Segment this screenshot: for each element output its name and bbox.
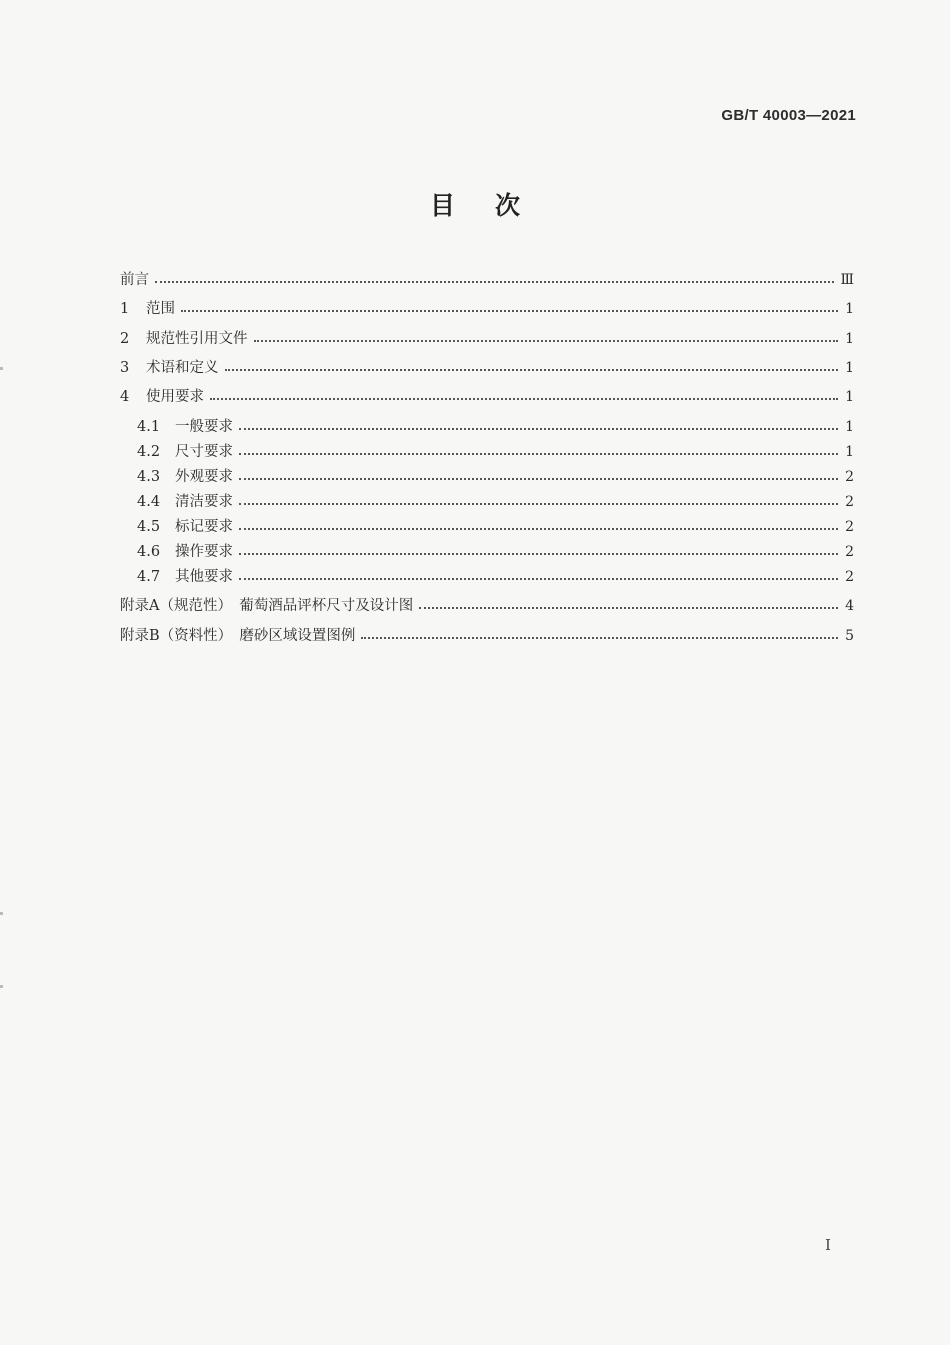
toc-entry-page: 2 bbox=[845, 544, 854, 560]
leader-dots bbox=[239, 578, 838, 580]
toc-entry-number: 4 bbox=[120, 389, 130, 405]
toc-entry-page: 1 bbox=[845, 360, 854, 376]
toc-entry-number: 4.1 bbox=[137, 419, 161, 435]
toc-entry-annex-b[interactable] bbox=[120, 625, 854, 647]
scan-mark bbox=[0, 985, 3, 988]
toc-entry-4-5[interactable] bbox=[137, 516, 854, 538]
page-number: I bbox=[825, 1236, 831, 1254]
toc-entry-label: 标记要求 bbox=[175, 519, 233, 535]
toc-entry-number: 4.5 bbox=[137, 519, 161, 535]
toc-entry-4-4[interactable] bbox=[137, 491, 854, 513]
toc-entry-page: 4 bbox=[845, 598, 854, 614]
toc-entry-label: 附录A（规范性） 葡萄酒品评杯尺寸及设计图 bbox=[120, 598, 414, 614]
leader-dots bbox=[239, 453, 838, 455]
standard-number: GB/T 40003—2021 bbox=[721, 107, 856, 124]
toc-entry-page: 2 bbox=[845, 569, 854, 585]
toc-entry-4[interactable] bbox=[120, 386, 854, 408]
toc-entry-3[interactable] bbox=[120, 357, 854, 379]
page-title: 目次 bbox=[429, 191, 560, 220]
leader-dots bbox=[419, 607, 838, 609]
toc-entry-number: 4.6 bbox=[137, 544, 161, 560]
toc-entry-page: 2 bbox=[845, 494, 854, 510]
toc-entry-2[interactable] bbox=[120, 328, 854, 350]
toc-entry-label: 外观要求 bbox=[175, 469, 233, 485]
toc-entry-label: 术语和定义 bbox=[146, 360, 219, 376]
toc-entry-label: 附录B（资料性） 磨砂区域设置图例 bbox=[120, 628, 356, 644]
toc-entry-number: 4.4 bbox=[137, 494, 161, 510]
toc-entry-1[interactable] bbox=[120, 298, 854, 320]
leader-dots bbox=[239, 478, 838, 480]
scan-mark bbox=[0, 912, 3, 915]
toc-entry-page: Ⅲ bbox=[840, 272, 854, 288]
toc-entry-label: 范围 bbox=[146, 301, 175, 317]
toc-entry-page: 2 bbox=[845, 519, 854, 535]
toc-entry-label: 其他要求 bbox=[175, 569, 233, 585]
leader-dots bbox=[181, 310, 838, 312]
leader-dots bbox=[210, 398, 838, 400]
toc-entry-4-1[interactable] bbox=[137, 416, 854, 438]
toc-entry-page: 1 bbox=[845, 419, 854, 435]
toc-entry-number: 1 bbox=[120, 301, 130, 317]
leader-dots bbox=[239, 528, 838, 530]
toc-entry-label: 尺寸要求 bbox=[175, 444, 233, 460]
leader-dots bbox=[239, 503, 838, 505]
leader-dots bbox=[361, 637, 838, 639]
toc-entry-label: 清洁要求 bbox=[175, 494, 233, 510]
toc-entry-4-2[interactable] bbox=[137, 441, 854, 463]
toc-entry-4-7[interactable] bbox=[137, 566, 854, 588]
toc-entry-number: 4.7 bbox=[137, 569, 161, 585]
toc-entry-number: 2 bbox=[120, 331, 130, 347]
toc-entry-page: 1 bbox=[845, 331, 854, 347]
toc-entry-page: 2 bbox=[845, 469, 854, 485]
leader-dots bbox=[254, 340, 839, 342]
toc-entry-label: 规范性引用文件 bbox=[146, 331, 248, 347]
toc-entry-label: 一般要求 bbox=[175, 419, 233, 435]
toc-entry-number: 4.2 bbox=[137, 444, 161, 460]
toc-entry-annex-a[interactable] bbox=[120, 595, 854, 617]
leader-dots bbox=[239, 553, 838, 555]
scan-mark bbox=[0, 367, 3, 370]
leader-dots bbox=[155, 281, 834, 283]
leader-dots bbox=[225, 369, 839, 371]
toc-entry-label: 使用要求 bbox=[146, 389, 204, 405]
toc-entry-4-3[interactable] bbox=[137, 466, 854, 488]
toc-entry-number: 4.3 bbox=[137, 469, 161, 485]
toc-entry-4-6[interactable] bbox=[137, 541, 854, 563]
toc-entry-foreword[interactable] bbox=[120, 269, 854, 291]
toc-entry-label: 前言 bbox=[120, 272, 149, 288]
toc-entry-page: 1 bbox=[845, 389, 854, 405]
toc-entry-label: 操作要求 bbox=[175, 544, 233, 560]
toc-entry-page: 1 bbox=[845, 444, 854, 460]
toc-entry-page: 1 bbox=[845, 301, 854, 317]
toc-entry-page: 5 bbox=[845, 628, 854, 644]
toc-entry-number: 3 bbox=[120, 360, 130, 376]
leader-dots bbox=[239, 428, 838, 430]
